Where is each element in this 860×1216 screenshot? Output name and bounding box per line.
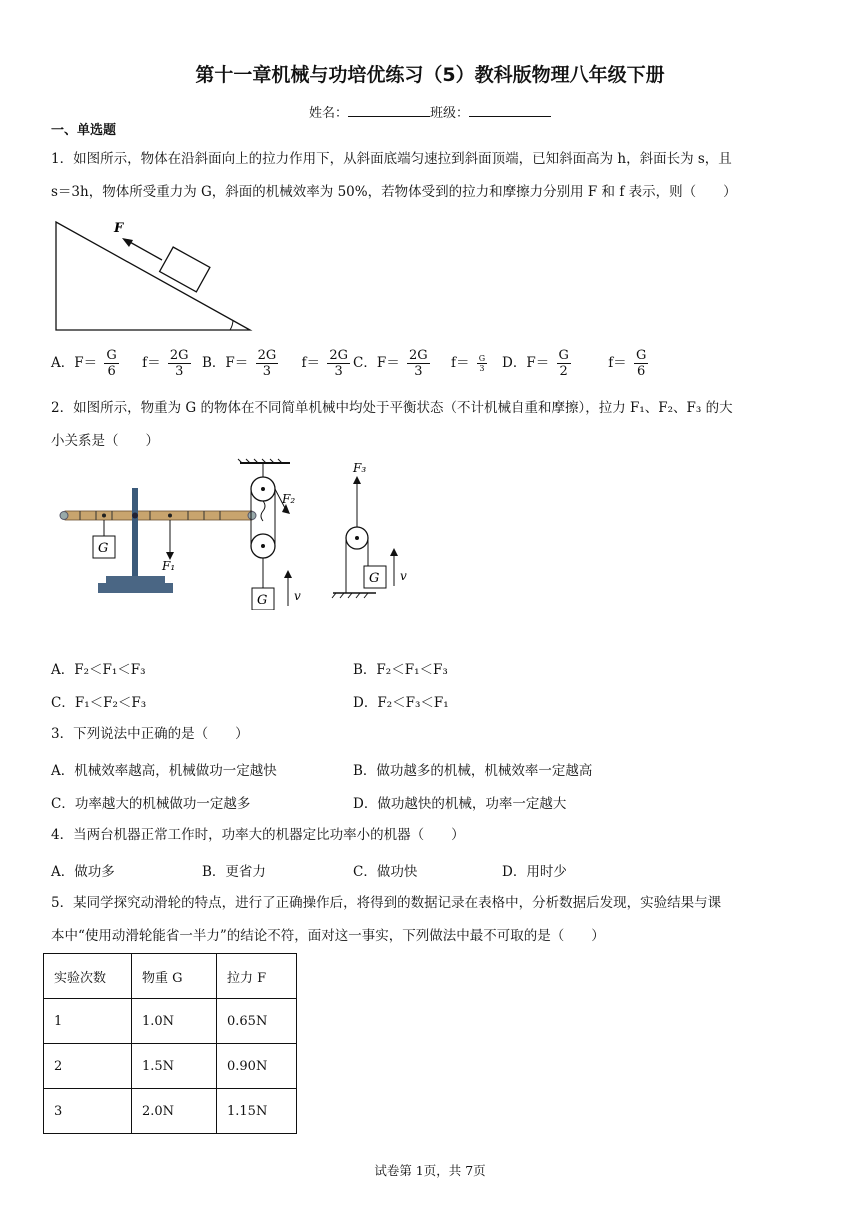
q1-option-c[interactable]: C．F＝ $\frac{2G}{3}$ f＝ $\frac{G}{3}$ [353,348,486,379]
q3-stem: 3．下列说法中正确的是（ ） [51,726,249,742]
pulley-f2-label: F₂ [282,492,296,506]
table-header-row [44,954,297,999]
name-blank [348,104,430,117]
q2-stem-line2: 小关系是（ ） [51,433,159,449]
q4-option-b[interactable]: B．更省力 [202,864,266,880]
pulley-v-label: v [294,589,301,603]
table-row [44,999,297,1044]
q2-option-a[interactable]: A．F₂＜F₁＜F₃ [51,662,146,678]
q1-option-d[interactable]: D．F＝ $\frac{G}{2}$ f＝ $\frac{G}{6}$ [502,348,647,379]
movable-g-label: G [369,571,380,586]
movable-v-label: v [400,569,407,583]
movable-f3-label: F₃ [353,461,367,475]
table-cell: 2.0N [132,1089,217,1134]
movable-pulley-figure [332,461,407,598]
q3-option-c[interactable]: C．功率越大的机械做功一定越多 [51,796,251,812]
q3-option-a[interactable]: A．机械效率越高，机械做功一定越快 [51,763,277,779]
q4-option-a[interactable]: A．做功多 [51,864,115,880]
force-arrow-line [128,241,162,260]
q2-option-c[interactable]: C．F₁＜F₂＜F₃ [51,695,147,711]
table-header-cell: 物重 G [132,954,217,999]
force-arrowhead [122,238,133,247]
incline-triangle [56,222,250,330]
table-cell: 1.5N [132,1044,217,1089]
page-title: 第十一章机械与功培优练习（5）教科版物理八年级下册 [195,64,665,86]
q3-option-b[interactable]: B．做功越多的机械，机械效率一定越高 [353,763,593,779]
lever-g-label: G [98,541,109,556]
table-cell: 0.90N [217,1044,297,1089]
table-cell: 1.0N [132,999,217,1044]
class-label: 班级： [430,106,470,121]
page-footer: 试卷第 1页，共 7页 [374,1163,486,1178]
lever-f1-label: F₁ [162,559,176,573]
q1-option-a[interactable]: A．F＝ $\frac{G}{6}$ f＝ $\frac{2G}{3}$ [51,348,189,379]
name-class-line [0,102,860,121]
table-header-cell: 拉力 F [217,954,297,999]
q5-stem-line2: 本中“使用动滑轮能省一半力”的结论不符，面对这一事实，下列做法中最不可取的是（ ） [51,928,605,944]
q4-option-c[interactable]: C．做功快 [353,864,418,880]
q1-option-b[interactable]: B．F＝ $\frac{2G}{3}$ f＝ $\frac{2G}{3}$ [202,348,348,379]
data-table [43,953,297,1134]
table-row [44,1044,297,1089]
machines-figure [50,458,420,610]
incline-figure [50,214,260,336]
lever-figure [60,488,256,593]
q3-option-d[interactable]: D．做功越快的机械，功率一定越大 [353,796,567,812]
incline-block [160,247,210,292]
table-row [44,1089,297,1134]
table-cell: 1.15N [217,1089,297,1134]
q2-option-b[interactable]: B．F₂＜F₁＜F₃ [353,662,448,678]
q4-option-d[interactable]: D．用时少 [502,864,567,880]
section-heading: 一、单选题 [51,123,117,138]
table-header-cell: 实验次数 [44,954,132,999]
q4-stem: 4．当两台机器正常工作时，功率大的机器定比功率小的机器（ ） [51,827,465,843]
q2-option-d[interactable]: D．F₂＜F₃＜F₁ [353,695,449,711]
pulley-block-figure [238,459,301,610]
name-label: 姓名： [308,106,348,121]
q5-stem-line1: 5．某同学探究动滑轮的特点，进行了正确操作后，将得到的数据记录在表格中，分析数据后发现，实验结果与课 [51,895,722,911]
table-cell: 0.65N [217,999,297,1044]
q1-stem-line2: s＝3h，物体所受重力为 G，斜面的机械效率为 50%，若物体受到的拉力和摩擦力分别用 F 和 f 表示，则（ ） [51,184,737,200]
angle-arc [230,320,233,330]
table-cell: 3 [44,1089,132,1134]
class-blank [469,104,551,117]
pulley-g-label: G [257,593,268,608]
q1-stem-line1: 1．如图所示，物体在沿斜面向上的拉力作用下，从斜面底端匀速拉到斜面顶端，已知斜面高为 h，斜面长为 s，且 [51,151,732,167]
force-label: F [114,221,124,236]
table-cell: 1 [44,999,132,1044]
table-cell: 2 [44,1044,132,1089]
q2-stem-line1: 2．如图所示，物重为 G 的物体在不同简单机械中均处于平衡状态（不计机械自重和摩擦），拉力 F₁、F₂、F₃ 的大 [51,400,733,416]
